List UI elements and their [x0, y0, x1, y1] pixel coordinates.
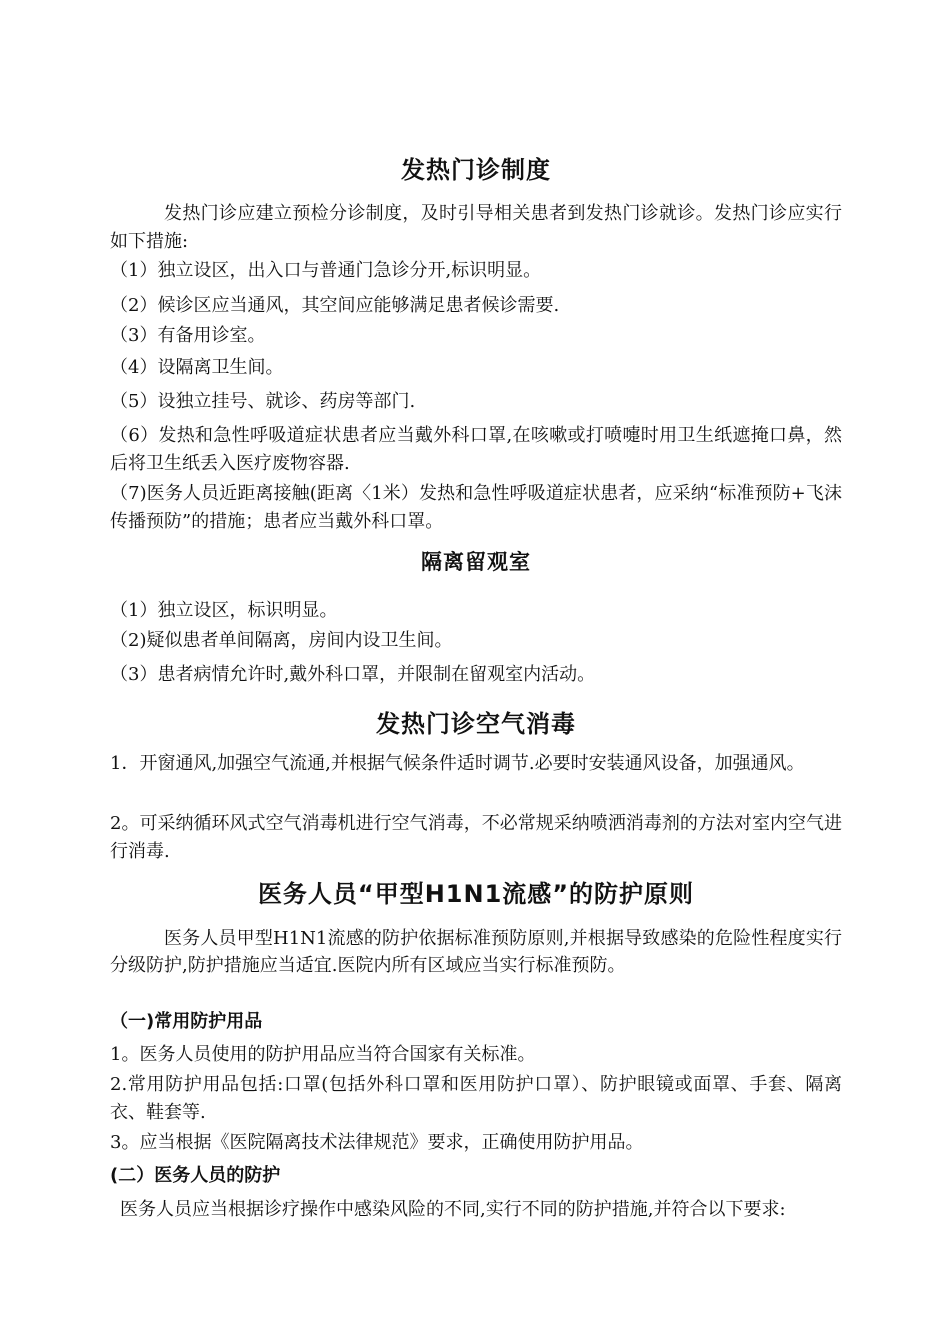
- paragraph-staff-protection: 医务人员应当根据诊疗操作中感染风险的不同,实行不同的防护措施,并符合以下要求:: [120, 1199, 786, 1220]
- list-item: 1。医务人员使用的防护用品应当符合国家有关标准。: [110, 1044, 536, 1065]
- list-item: （3）患者病情允许时,戴外科口罩，并限制在留观室内活动。: [110, 664, 596, 685]
- list-item: （6）发热和急性呼吸道症状患者应当戴外科口罩,在咳嗽或打喷嚏时用卫生纸遮掩口鼻，然后将卫生纸丢入医疗废物容器.: [110, 425, 842, 474]
- list-item: （5）设独立挂号、就诊、药房等部门.: [110, 391, 416, 412]
- subheading-staff-protection: (二）医务人员的防护: [110, 1165, 281, 1186]
- list-item: （2)疑似患者单间隔离，房间内设卫生间。: [110, 630, 453, 651]
- title-h1n1-protection: 医务人员“甲型H1N1流感”的防护原则: [257, 880, 695, 908]
- paragraph-h1n1-intro: 医务人员甲型H1N1流感的防护依据标准预防原则,并根据导致感染的危险性程度实行分级防护,防护措施应当适宜.医院内所有区域应当实行标准预防。: [110, 928, 842, 976]
- list-item: 3。应当根据《医院隔离技术法律规范》要求，正确使用防护用品。: [110, 1132, 644, 1153]
- paragraph-intro: 发热门诊应建立预检分诊制度，及时引导相关患者到发热门诊就诊。发热门诊应实行如下措施:: [110, 203, 842, 252]
- title-fever-clinic-system: 发热门诊制度: [401, 156, 551, 184]
- subheading-protective-equipment: （一)常用防护用品: [110, 1011, 263, 1032]
- title-air-disinfection: 发热门诊空气消毒: [376, 710, 576, 738]
- title-isolation-room: 隔离留观室: [421, 550, 531, 574]
- list-item: （4）设隔离卫生间。: [110, 357, 284, 378]
- list-item: （1）独立设区，标识明显。: [110, 600, 338, 621]
- list-item: 2。可采纳循环风式空气消毒机进行空气消毒，不必常规采纳喷洒消毒剂的方法对室内空气进行消毒.: [110, 813, 842, 862]
- list-item: 1．开窗通风,加强空气流通,并根据气候条件适时调节.必要时安装通风设备，加强通风。: [110, 753, 805, 774]
- list-item: （2）候诊区应当通风，其空间应能够满足患者候诊需要.: [110, 295, 560, 316]
- list-item: （1）独立设区，出入口与普通门急诊分开,标识明显。: [110, 260, 542, 281]
- list-item: （7)医务人员近距离接触(距离〈1米）发热和急性呼吸道症状患者，应采纳“标准预防+飞沫传播预防”的措施；患者应当戴外科口罩。: [110, 483, 842, 532]
- list-item: 2.常用防护用品包括:口罩(包括外科口罩和医用防护口罩）、防护眼镜或面罩、手套、隔离衣、鞋套等.: [110, 1074, 842, 1123]
- list-item: （3）有备用诊室。: [110, 325, 266, 346]
